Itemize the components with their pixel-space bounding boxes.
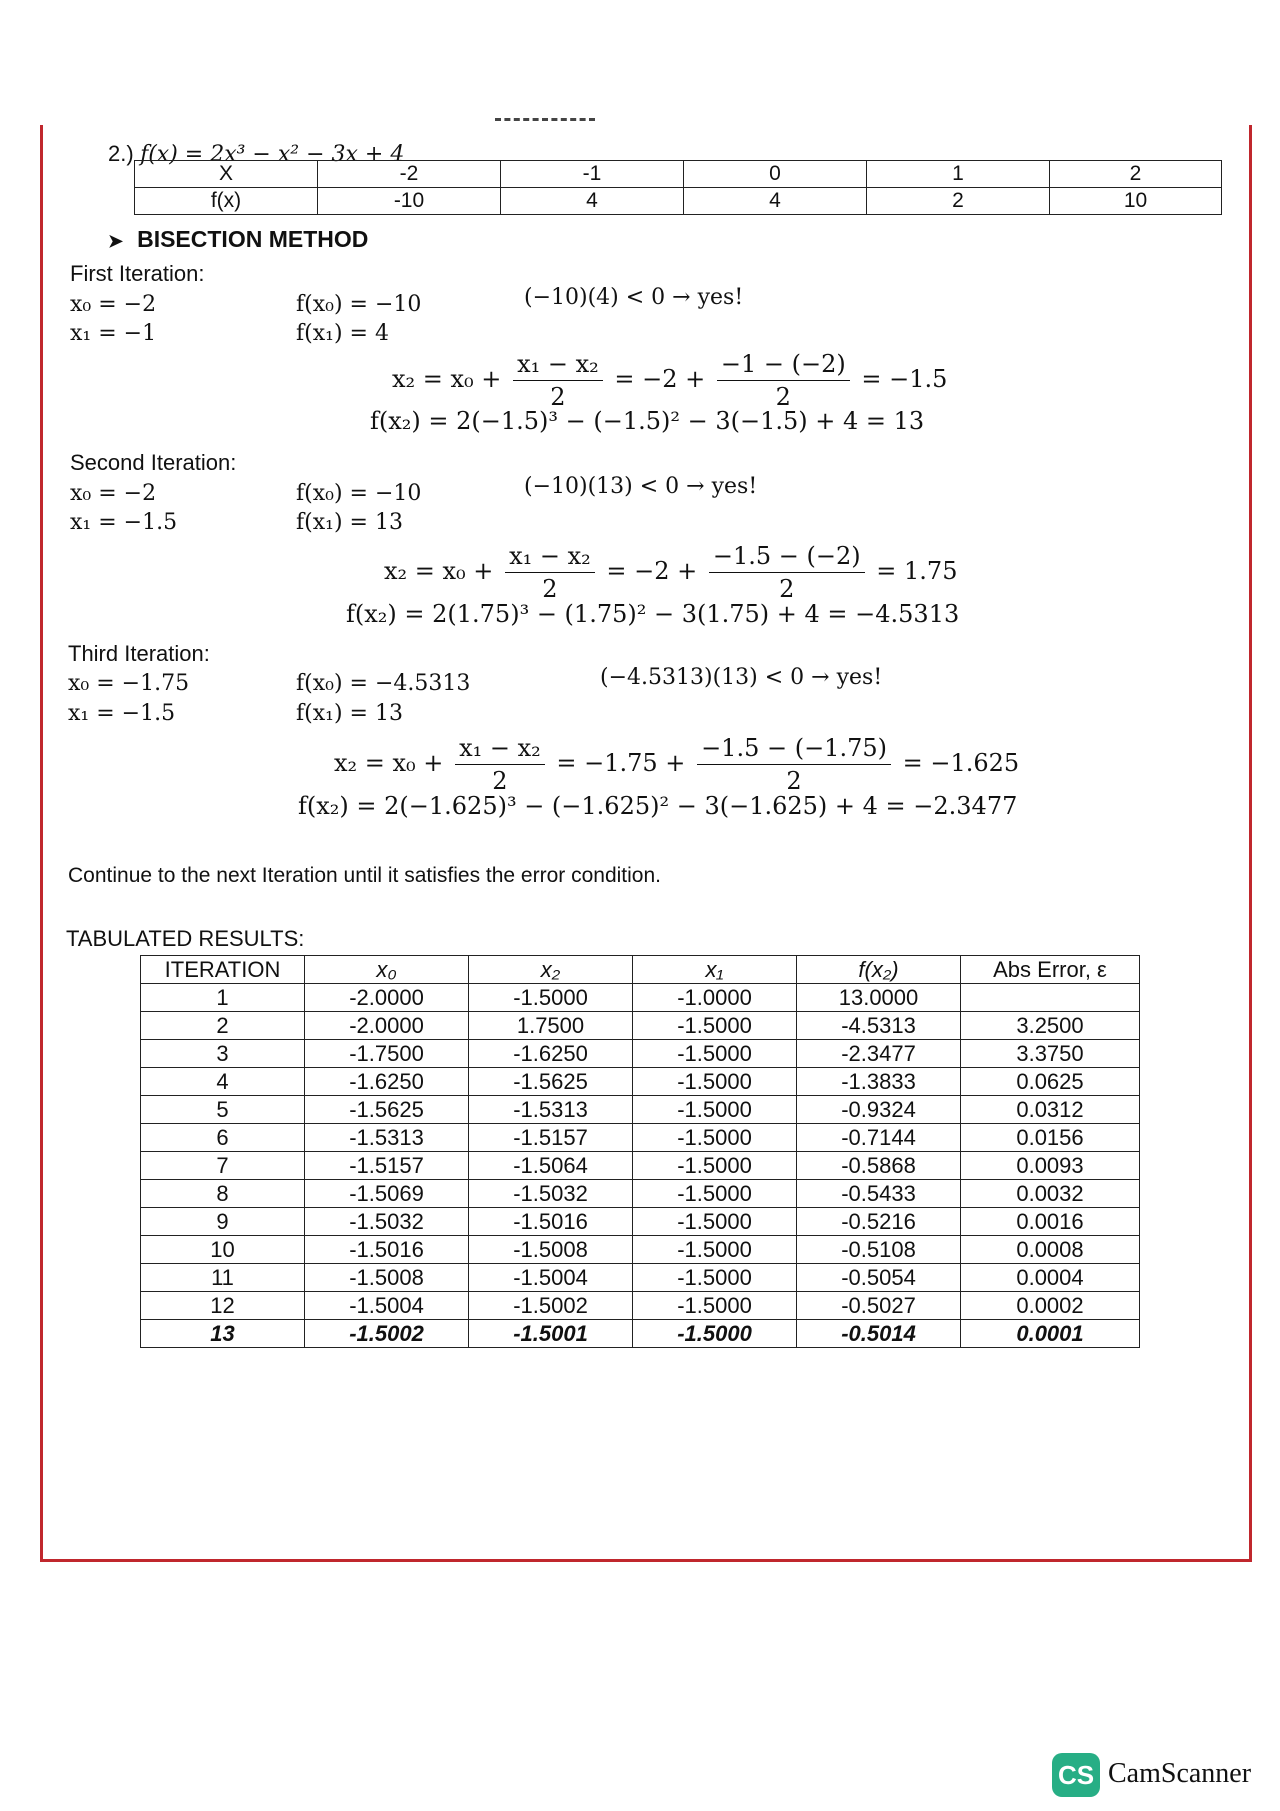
table-cell: -1.5000 [633,1040,797,1068]
iteration-1-fx1: f(x₁) = 4 [296,321,389,346]
table-row [141,1264,1140,1292]
table-cell: -1.5000 [633,1124,797,1152]
value-table-x-row [135,161,1222,188]
table-cell: 4 [684,188,867,215]
fraction-denominator: 2 [786,767,802,795]
table-cell: 8 [141,1180,305,1208]
table-cell: -0.9324 [797,1096,961,1124]
table-cell: 1.7500 [469,1012,633,1040]
results-heading: TABULATED RESULTS: [66,926,305,951]
table-cell: -0.7144 [797,1124,961,1152]
table-cell: -1.5008 [305,1264,469,1292]
table-cell: -1.5000 [633,1208,797,1236]
camscanner-logo-icon: CS [1052,1753,1100,1797]
table-cell: -1.5064 [469,1152,633,1180]
table-cell: -0.5433 [797,1180,961,1208]
iteration-2-x1: x₁ = −1.5 [70,510,178,535]
table-row [141,984,1140,1012]
table-row [141,1292,1140,1320]
table-cell: 6 [141,1124,305,1152]
table-cell: -1.5000 [633,1012,797,1040]
table-cell: -1.5000 [633,1068,797,1096]
table-cell: -1.5008 [469,1236,633,1264]
fraction-denominator: 2 [542,575,558,603]
table-cell: 4 [501,188,684,215]
table-row [141,1124,1140,1152]
table-cell: -1.5000 [633,1152,797,1180]
table-cell: -1.5157 [305,1152,469,1180]
fraction [709,542,865,603]
table-cell: 0.0016 [961,1208,1140,1236]
fraction [717,350,850,411]
table-cell: -2.0000 [305,1012,469,1040]
table-cell: -2.0000 [305,984,469,1012]
column-header: Abs Error, ε [961,956,1140,984]
table-cell: -1.5032 [469,1180,633,1208]
iteration-2-fx0: f(x₀) = −10 [296,481,422,506]
table-row [141,1096,1140,1124]
table-cell: -10 [318,188,501,215]
table-cell: -1.0000 [633,984,797,1012]
fraction-numerator: −1 − (−2) [717,350,850,381]
table-cell: -0.5108 [797,1236,961,1264]
table-cell: 2 [867,188,1050,215]
table-cell: 2 [141,1012,305,1040]
table-cell: -1.5032 [305,1208,469,1236]
table-cell: 0.0008 [961,1236,1140,1264]
column-header: f(x₂) [797,956,961,984]
iteration-2-fx1: f(x₁) = 13 [296,510,403,535]
table-cell: -1.5000 [469,984,633,1012]
column-header: x₀ [305,956,469,984]
table-cell: 0.0004 [961,1264,1140,1292]
column-header: x₁ [633,956,797,984]
table-cell: 2 [1050,161,1222,188]
table-cell: -1.5625 [469,1068,633,1096]
table-row [141,1320,1140,1348]
iteration-3-check: (−4.5313)(13) < 0 → yes! [600,665,883,690]
x2-result: = −1.625 [902,749,1020,777]
table-cell: -1.5157 [469,1124,633,1152]
table-cell: -1.5313 [305,1124,469,1152]
table-cell: 0.0312 [961,1096,1140,1124]
method-heading-text: BISECTION METHOD [137,226,369,252]
results-body [141,984,1140,1348]
table-cell: 10 [141,1236,305,1264]
table-cell: -1.5000 [633,1096,797,1124]
table-cell: -1.5000 [633,1264,797,1292]
problem-function: f(x) = 2x³ − x² − 3x + 4 [140,142,405,167]
table-cell: 3 [141,1040,305,1068]
iteration-1-x1: x₁ = −1 [70,321,157,346]
x2-mid: = −2 + [606,557,698,585]
iteration-2-fx2: f(x₂) = 2(1.75)³ − (1.75)² − 3(1.75) + 4 = −4.5313 [346,600,960,628]
table-cell: 12 [141,1292,305,1320]
fraction [697,734,891,795]
value-table-fx-row [135,188,1222,215]
iteration-3-fx1: f(x₁) = 13 [296,701,403,726]
column-header: ITERATION [141,956,305,984]
x2-lhs: x₂ = x₀ + [384,557,494,585]
table-cell: -0.5216 [797,1208,961,1236]
table-cell: 1 [867,161,1050,188]
table-cell: -1.7500 [305,1040,469,1068]
x2-result: = 1.75 [876,557,958,585]
x2-lhs: x₂ = x₀ + [392,365,502,393]
table-cell: 0.0001 [961,1320,1140,1348]
table-cell: -1.5002 [469,1292,633,1320]
table-cell: -1.5004 [469,1264,633,1292]
fraction [505,542,595,603]
x2-mid: = −1.75 + [556,749,686,777]
table-cell: 1 [141,984,305,1012]
table-row [141,1040,1140,1068]
x2-lhs: x₂ = x₀ + [334,749,444,777]
iteration-2-x2-equation [384,542,957,603]
table-cell: -1.5016 [469,1208,633,1236]
iteration-3-fx2: f(x₂) = 2(−1.625)³ − (−1.625)² − 3(−1.625) + 4 = −2.3477 [298,792,1018,820]
table-cell: -1.5000 [633,1320,797,1348]
table-cell: -0.5027 [797,1292,961,1320]
iteration-1-x2-equation [392,350,947,411]
table-row [141,1236,1140,1264]
table-cell: -1.5000 [633,1292,797,1320]
table-row [141,1180,1140,1208]
table-cell: 4 [141,1068,305,1096]
table-cell: -2.3477 [797,1040,961,1068]
iteration-1-fx2: f(x₂) = 2(−1.5)³ − (−1.5)² − 3(−1.5) + 4 = 13 [370,407,925,435]
table-cell: 0 [684,161,867,188]
table-cell: 10 [1050,188,1222,215]
table-cell: -1.5000 [633,1180,797,1208]
table-row [141,1152,1140,1180]
table-cell: -1.5000 [633,1236,797,1264]
fraction-numerator: x₁ − x₂ [513,350,603,381]
table-cell: -1.5069 [305,1180,469,1208]
table-cell: -1.6250 [469,1040,633,1068]
iteration-1-check: (−10)(4) < 0 → yes! [524,285,744,310]
table-cell: 7 [141,1152,305,1180]
table-cell: 5 [141,1096,305,1124]
top-scrap-mark [495,118,595,124]
table-cell: 0.0625 [961,1068,1140,1096]
fraction-numerator: −1.5 − (−2) [709,542,865,573]
table-cell: -1.5625 [305,1096,469,1124]
table-cell: 0.0156 [961,1124,1140,1152]
table-cell: f(x) [135,188,318,215]
x2-mid: = −2 + [614,365,706,393]
iteration-1-title: First Iteration: [70,261,205,286]
table-cell: -1.6250 [305,1068,469,1096]
fraction-denominator: 2 [492,767,508,795]
table-cell: 13 [141,1320,305,1348]
table-cell: 13.0000 [797,984,961,1012]
iteration-1-fx0: f(x₀) = −10 [296,292,422,317]
fraction [513,350,603,411]
table-cell: -1 [501,161,684,188]
table-cell: 9 [141,1208,305,1236]
iteration-2-x0: x₀ = −2 [70,481,157,506]
fraction-denominator: 2 [550,383,566,411]
table-cell: 3.3750 [961,1040,1140,1068]
problem-label: 2.) [108,141,134,166]
table-cell: -1.5313 [469,1096,633,1124]
method-heading [108,226,368,253]
table-cell: -1.5004 [305,1292,469,1320]
table-cell: 11 [141,1264,305,1292]
iteration-3-x0: x₀ = −1.75 [68,671,190,696]
table-row [141,1208,1140,1236]
table-cell: 0.0093 [961,1152,1140,1180]
arrow-bullet-icon: ➤ [108,231,124,251]
column-header: x₂ [469,956,633,984]
table-cell [961,984,1140,1012]
table-cell: -0.5868 [797,1152,961,1180]
iteration-3-title: Third Iteration: [68,641,210,666]
table-row [141,1068,1140,1096]
table-cell: 3.2500 [961,1012,1140,1040]
value-table [134,160,1222,215]
table-cell: 0.0002 [961,1292,1140,1320]
table-row [141,1012,1140,1040]
table-cell: -1.5016 [305,1236,469,1264]
fraction [455,734,545,795]
continue-note: Continue to the next Iteration until it satisfies the error condition. [68,864,661,887]
table-cell: X [135,161,318,188]
fraction-numerator: x₁ − x₂ [505,542,595,573]
table-cell: -1.5001 [469,1320,633,1348]
iteration-3-x1: x₁ = −1.5 [68,701,176,726]
table-cell: -0.5054 [797,1264,961,1292]
iteration-3-fx0: f(x₀) = −4.5313 [296,671,471,696]
table-cell: -4.5313 [797,1012,961,1040]
fraction-denominator: 2 [779,575,795,603]
table-cell: -1.3833 [797,1068,961,1096]
camscanner-text: CamScanner [1108,1758,1252,1789]
iteration-2-check: (−10)(13) < 0 → yes! [524,474,758,499]
fraction-numerator: −1.5 − (−1.75) [697,734,891,765]
fraction-denominator: 2 [775,383,791,411]
iteration-3-x2-equation [334,734,1019,795]
results-table [140,955,1140,1348]
iteration-1-x0: x₀ = −2 [70,292,157,317]
fraction-numerator: x₁ − x₂ [455,734,545,765]
iteration-2-title: Second Iteration: [70,450,237,475]
table-cell: -1.5002 [305,1320,469,1348]
table-cell: -0.5014 [797,1320,961,1348]
results-header-row [141,956,1140,984]
x2-result: = −1.5 [861,365,948,393]
table-cell: -2 [318,161,501,188]
table-cell: 0.0032 [961,1180,1140,1208]
